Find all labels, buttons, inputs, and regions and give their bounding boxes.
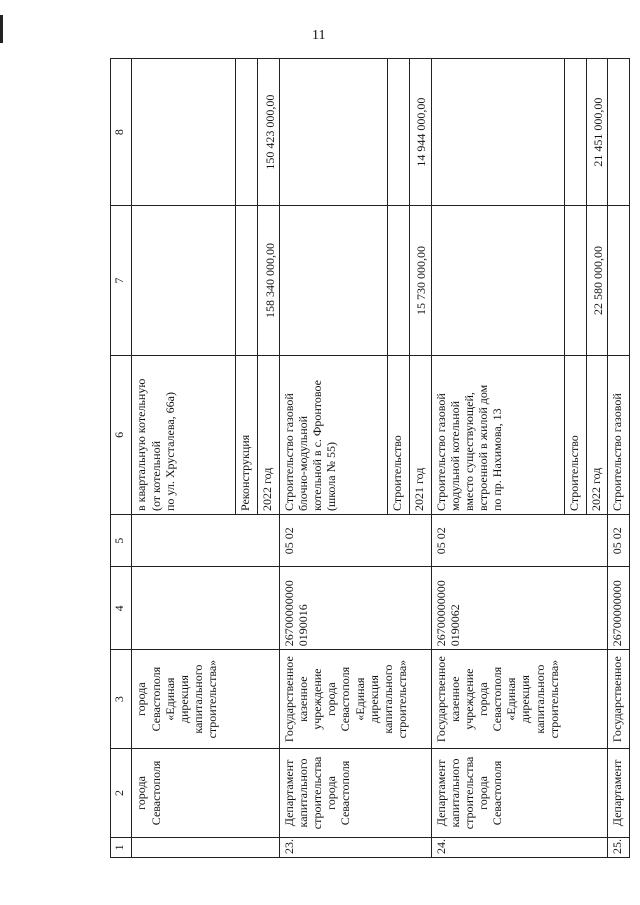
amount-col7	[236, 206, 258, 355]
column-number: 7	[111, 206, 132, 355]
table-row-entry-25	[608, 59, 630, 858]
column-numbers-row	[111, 59, 132, 858]
entry-number: 23.	[279, 837, 431, 857]
table-row-continued	[132, 59, 236, 858]
column-number: 3	[111, 650, 132, 749]
work-type-label: Строительство	[564, 355, 586, 514]
entry-number	[132, 837, 279, 857]
column-number: 6	[111, 355, 132, 514]
table-row-entry-24	[431, 59, 564, 858]
executor-cell: Государственное казенное учреждение города Севастополя «Единая дирекция капитального строительства»	[279, 650, 431, 749]
section-cell: 05 02	[608, 515, 630, 567]
amount-col8: 14 944 000,00	[409, 59, 431, 206]
amount-cell	[431, 206, 564, 355]
entry-number: 24.	[431, 837, 608, 857]
budget-table	[110, 58, 630, 858]
object-cell: Строительство газовой модульной котельной вместо существующей, встроенной в жилой дом по пр. Нахимова, 13	[431, 355, 564, 514]
amount-col8	[564, 59, 586, 206]
column-number: 5	[111, 515, 132, 567]
amount-col7: 15 730 000,00	[409, 206, 431, 355]
code-cell	[132, 567, 279, 650]
amount-col8: 150 423 000,00	[258, 59, 280, 206]
executor-cell: Государственное казенное учреждение города Севастополя «Единая дирекция капитального строительства»	[431, 650, 608, 749]
work-type-label: Строительство	[388, 355, 410, 514]
object-cell: Строительство газовой блочно-модульной котельной в с. Фронтовое (школа № 55)	[279, 355, 388, 514]
code-cell: 26700000000	[608, 567, 630, 650]
amount-cell	[608, 206, 630, 355]
object-cell: Строительство газовой	[608, 355, 630, 514]
entry-number: 25.	[608, 837, 630, 857]
amount-col7	[564, 206, 586, 355]
year-label: 2022 год	[586, 355, 608, 514]
code-cell: 26700000000 0190016	[279, 567, 431, 650]
customer-cell: Департамент	[608, 749, 630, 838]
column-number: 8	[111, 59, 132, 206]
year-label: 2021 год	[409, 355, 431, 514]
amount-col7: 158 340 000,00	[258, 206, 280, 355]
amount-cell	[279, 59, 388, 206]
left-edge-mark	[0, 15, 3, 43]
rotated-table-container	[110, 58, 630, 858]
executor-cell: города Севастополя «Единая дирекция капитального строительства»	[132, 650, 279, 749]
executor-cell: Государственное	[608, 650, 630, 749]
year-label: 2022 год	[258, 355, 280, 514]
column-number: 2	[111, 749, 132, 838]
code-cell: 26700000000 0190062	[431, 567, 608, 650]
amount-cell	[431, 59, 564, 206]
amount-cell	[132, 206, 236, 355]
customer-cell: города Севастополя	[132, 749, 279, 838]
amount-col7: 22 580 000,00	[586, 206, 608, 355]
table-row-entry-23	[279, 59, 388, 858]
section-cell: 05 02	[279, 515, 431, 567]
work-type-label: Реконструкция	[236, 355, 258, 514]
amount-col8	[388, 59, 410, 206]
amount-col8: 21 451 000,00	[586, 59, 608, 206]
customer-cell: Департамент капитального строительства города Севастополя	[431, 749, 608, 838]
page-number: 11	[312, 28, 326, 43]
section-cell	[132, 515, 279, 567]
column-number: 1	[111, 837, 132, 857]
customer-cell: Департамент капитального строительства города Севастополя	[279, 749, 431, 838]
column-number: 4	[111, 567, 132, 650]
table-area	[110, 58, 630, 858]
amount-col7	[388, 206, 410, 355]
object-cell: в квартальную котельную (от котельной по ул. Хрусталева, 66а)	[132, 355, 236, 514]
amount-cell	[608, 59, 630, 206]
amount-cell	[132, 59, 236, 206]
amount-cell	[279, 206, 388, 355]
amount-col8	[236, 59, 258, 206]
section-cell: 05 02	[431, 515, 608, 567]
